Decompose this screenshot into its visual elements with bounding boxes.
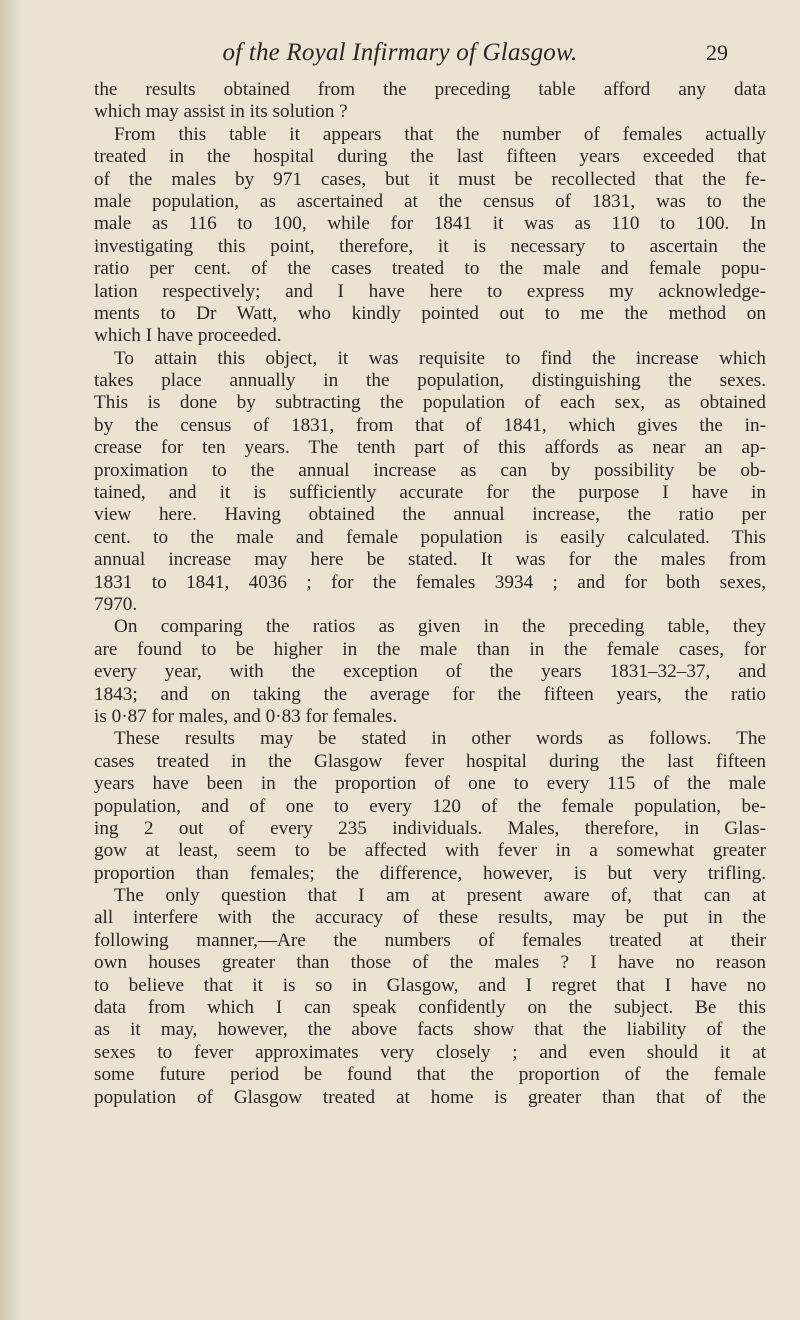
text-line: data from which I can speak confidently on the subject. Be this [94, 997, 766, 1019]
text-line: lation respectively; and I have here to express my acknowledge- [94, 280, 766, 302]
text-line: view here. Having obtained the annual increase, the ratio per [94, 504, 766, 526]
text-line: cases treated in the Glasgow fever hospital during the last fifteen [94, 750, 766, 772]
text-line: 1831 to 1841, 4036 ; for the females 3934 ; and for both sexes, [94, 571, 766, 593]
text-line: which may assist in its solution ? [94, 101, 348, 123]
body-text [94, 79, 766, 1109]
text-line: gow at least, seem to be affected with fever in a somewhat greater [94, 840, 766, 862]
text-line: male as 116 to 100, while for 1841 it was as 110 to 100. In [94, 213, 766, 235]
text-line: of the males by 971 cases, but it must be recollected that the fe- [94, 168, 766, 190]
text-line: all interfere with the accuracy of these results, may be put in the [94, 907, 766, 929]
text-line: some future period be found that the proportion of the female [94, 1064, 766, 1086]
text-line: male population, as ascertained at the census of 1831, was to the [94, 190, 766, 212]
text-line: From this table it appears that the number of females actually [114, 123, 766, 145]
text-line: tained, and it is sufficiently accurate for the purpose I have in [94, 482, 766, 504]
text-line: own houses greater than those of the males ? I have no reason [94, 952, 766, 974]
text-line: crease for ten years. The tenth part of this affords as near an ap- [94, 437, 766, 459]
text-line: population of Glasgow treated at home is greater than that of the [94, 1086, 766, 1108]
text-line: ing 2 out of every 235 individuals. Males, therefore, in Glas- [94, 817, 766, 839]
text-line: which I have proceeded. [94, 325, 282, 347]
text-line: On comparing the ratios as given in the preceding table, they [114, 616, 766, 638]
running-head [0, 38, 800, 68]
text-line: are found to be higher in the male than in the female cases, for [94, 638, 766, 660]
text-line: by the census of 1831, from that of 1841, which gives the in- [94, 414, 766, 436]
text-line: proportion than females; the difference, however, is but very trifling. [94, 862, 766, 884]
text-line: takes place annually in the population, distinguishing the sexes. [94, 370, 766, 392]
text-line: To attain this object, it was requisite to find the increase which [114, 347, 766, 369]
text-line: cent. to the male and female population is easily calculated. This [94, 526, 766, 548]
text-line: The only question that I am at present aware of, that can at [114, 885, 766, 907]
text-line: proximation to the annual increase as can by possibility be ob- [94, 459, 766, 481]
text-line: sexes to fever approximates very closely ; and even should it at [94, 1041, 766, 1063]
text-line: These results may be stated in other words as follows. The [114, 728, 766, 750]
text-line: every year, with the exception of the years 1831–32–37, and [94, 661, 766, 683]
text-line: 1843; and on taking the average for the fifteen years, the ratio [94, 683, 766, 705]
text-line: 7970. [94, 593, 138, 615]
text-line: as it may, however, the above facts show that the liability of the [94, 1019, 766, 1041]
text-line: This is done by subtracting the population of each sex, as obtained [94, 392, 766, 414]
text-line: treated in the hospital during the last fifteen years exceeded that [94, 146, 766, 168]
text-line: ments to Dr Watt, who kindly pointed out to me the method on [94, 302, 766, 324]
text-line: investigating this point, therefore, it is necessary to ascertain the [94, 235, 766, 257]
text-line: ratio per cent. of the cases treated to the male and female popu- [94, 258, 766, 280]
text-line: population, and of one to every 120 of the female population, be- [94, 795, 766, 817]
text-line: the results obtained from the preceding table afford any data [94, 79, 766, 100]
running-title: of the Royal Infirmary of Glasgow. [222, 39, 578, 66]
text-line: following manner,—Are the numbers of females treated at their [94, 929, 766, 951]
text-line: is 0·87 for males, and 0·83 for females. [94, 705, 398, 727]
text-line: annual increase may here be stated. It was for the males from [94, 549, 766, 571]
text-line: years have been in the proportion of one to every 115 of the male [94, 773, 766, 795]
page-edge-shadow [0, 0, 22, 1320]
text-line: to believe that it is so in Glasgow, and I regret that I have no [94, 974, 766, 996]
page-number: 29 [706, 40, 728, 65]
